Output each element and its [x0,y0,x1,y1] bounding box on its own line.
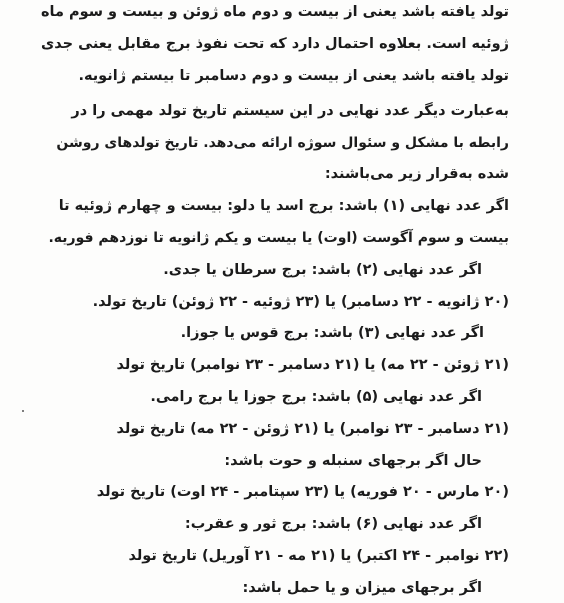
text-line: اگر عدد نهایی (۶) باشد: برج ثور و عقرب: [184,516,482,532]
text-line: اگر عدد نهایی (۵) باشد: برج جوزا یا برج رامی. [150,389,482,405]
text-line: (۲۲ نوامبر - ۲۴ اکتبر) یا (۲۱ مه - ۲۱ آوریل) تاریخ تولد [128,548,509,564]
text-line: شده به‌قرار زیر می‌باشند: [324,166,509,182]
text-line: اگر عدد نهایی (۱) باشد: برج اسد یا دلو: بیست و چهارم ژوئیه تا [58,198,509,214]
text-line: اگر برجهای میزان و یا حمل باشد: [242,580,482,596]
text-line: (۲۱ دسامبر - ۲۳ نوامبر) یا (۲۱ ژوئن - ۲۲ مه) تاریخ تولد [116,421,509,437]
text-line: به‌عبارت دیگر عدد نهایی در این سیستم تاریخ تولد مهمی را در [71,103,509,119]
text-line: ژوئیه است. بعلاوه احتمال دارد که تحت نفوذ برج مقابل یعنی جدی [40,36,509,52]
text-line: (۲۱ ژوئن - ۲۲ مه) یا (۲۱ دسامبر - ۲۳ نوامبر) تاریخ تولد [116,357,509,373]
text-line: (۲۰ ژانویه - ۲۲ دسامبر) یا (۲۳ ژوئیه - ۲۲ ژوئن) تاریخ تولد. [92,294,509,310]
text-line: حال اگر برجهای سنبله و حوت باشد: [224,453,482,469]
text-line: اگر عدد نهایی (۲) باشد: برج سرطان یا جدی. [163,262,482,278]
text-line: تولد یافته باشد یعنی از بیست و دوم دسامبر تا بیستم ژانویه. [78,68,509,84]
text-line: رابطه با مشکل و سئوال سوژه ارائه می‌دهد. تاریخ تولدهای روشن [56,135,509,151]
text-line: اگر عدد نهایی (۳) باشد: برج قوس یا جوزا. [180,325,484,341]
text-line: تولد یافته باشد یعنی از بیست و دوم ماه ژوئن و بیست و سوم ماه [40,4,509,20]
text-line: (۲۰ مارس - ۲۰ فوریه) یا (۲۳ سپتامبر - ۲۴ اوت) تاریخ تولد [96,484,509,500]
text-line: بیست و سوم آگوست (اوت) یا بیست و یکم ژانویه تا نوزدهم فوریه. [48,230,509,246]
ink-speck [22,410,24,412]
